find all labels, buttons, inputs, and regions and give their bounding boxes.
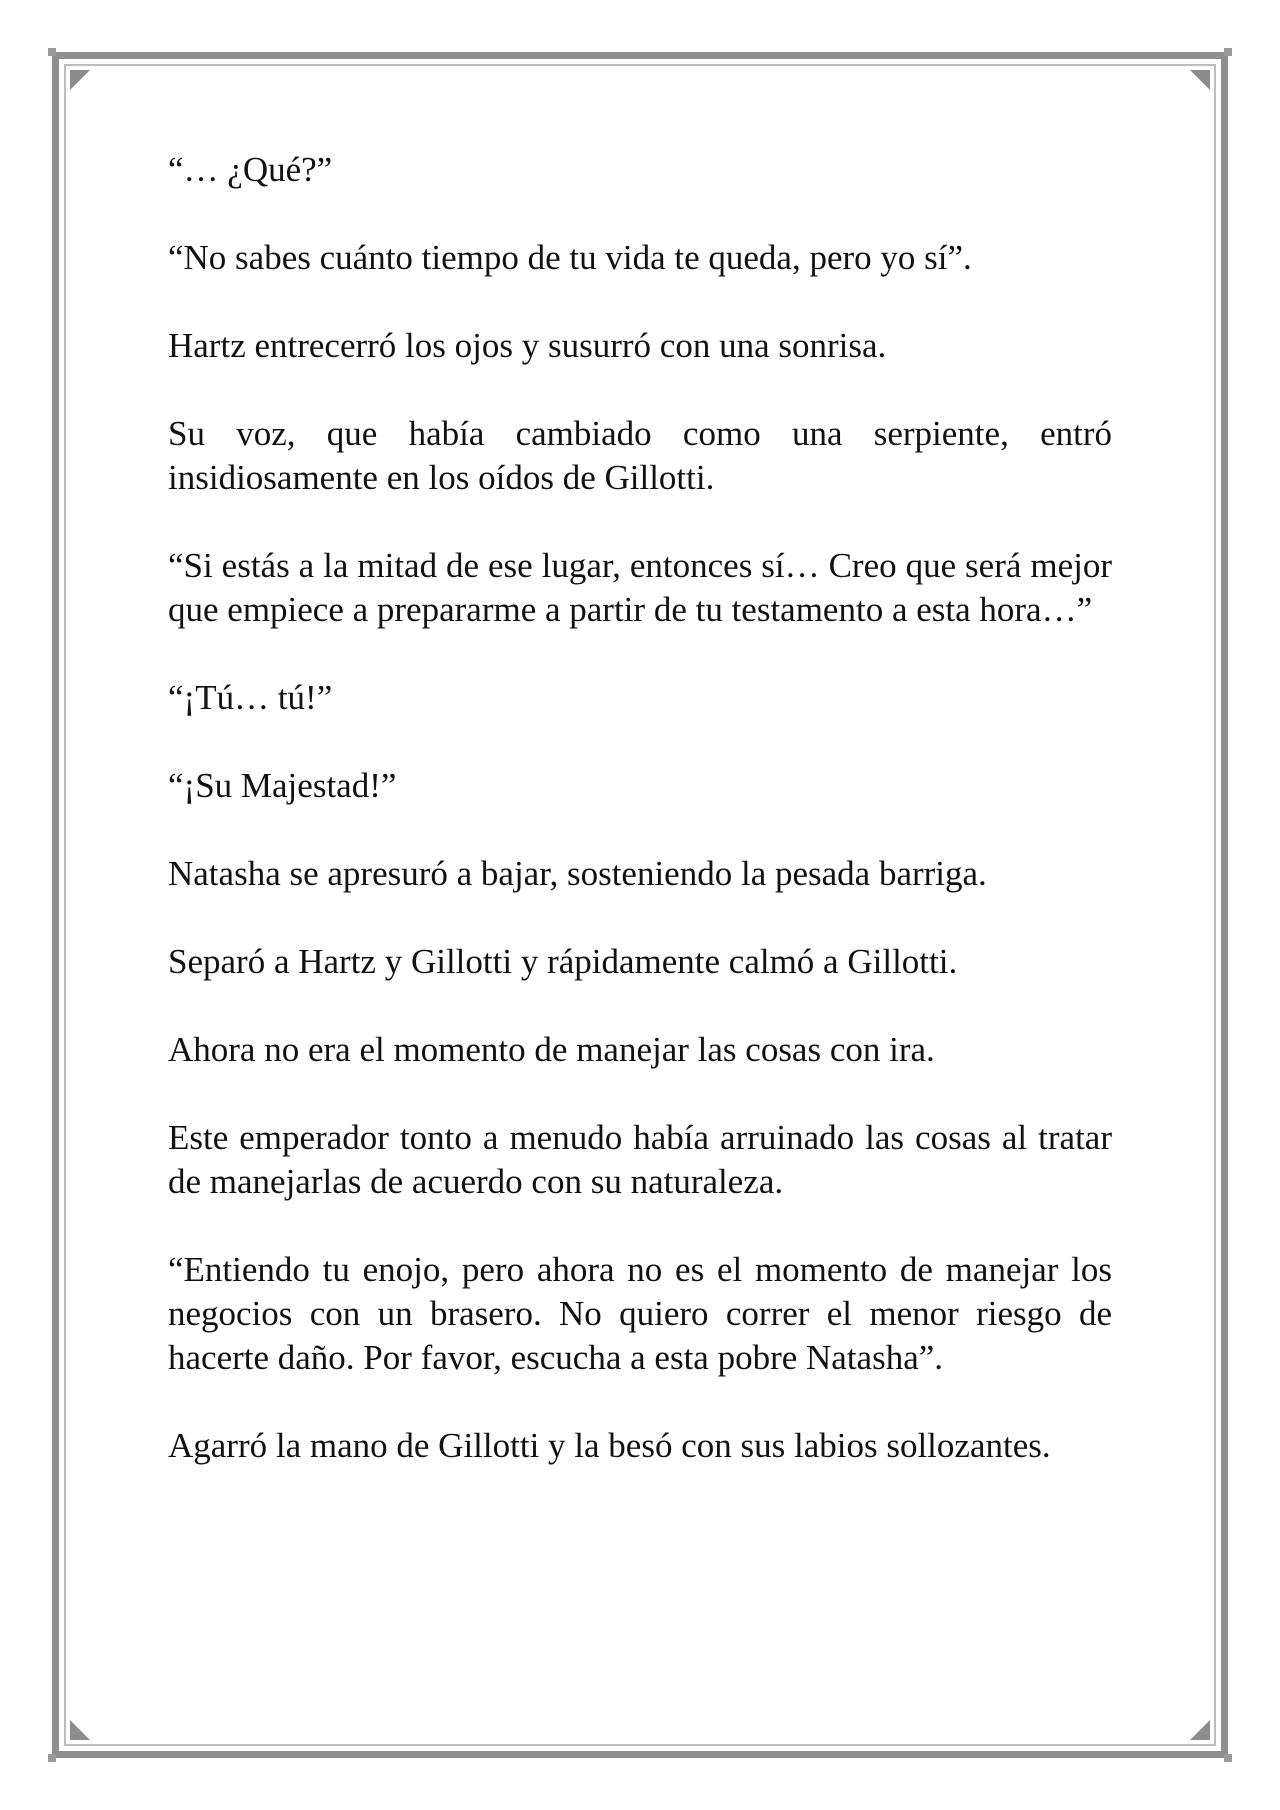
paragraph: Este emperador tonto a menudo había arruinado las cosas al tratar de manejarlas de acuerdo con su naturaleza. — [168, 1118, 1112, 1201]
paragraph: Separó a Hartz y Gillotti y rápidamente calmó a Gillotti. — [168, 942, 958, 981]
story-text — [168, 148, 1112, 1512]
paragraph: “Si estás a la mitad de ese lugar, entonces sí… Creo que será mejor que empiece a prepararme a partir de tu testamento a esta hora…” — [168, 546, 1112, 629]
corner-ornament-top-left — [48, 48, 56, 56]
paragraph: “¡Tú… tú!” — [168, 678, 333, 717]
corner-triangle-bottom-right — [1190, 1720, 1210, 1740]
corner-ornament-bottom-right — [1224, 1754, 1232, 1762]
paragraph: Agarró la mano de Gillotti y la besó con sus labios sollozantes. — [168, 1426, 1051, 1465]
paragraph: “¡Su Majestad!” — [168, 766, 397, 805]
paragraph: Natasha se apresuró a bajar, sosteniendo la pesada barriga. — [168, 854, 987, 893]
paragraph: Su voz, que había cambiado como una serpiente, entró insidiosamente en los oídos de Gillotti. — [168, 414, 1112, 497]
paragraph: Hartz entrecerró los ojos y susurró con una sonrisa. — [168, 326, 887, 365]
corner-triangle-bottom-left — [70, 1720, 90, 1740]
paragraph: “… ¿Qué?” — [168, 150, 333, 189]
corner-triangle-top-right — [1190, 70, 1210, 90]
corner-triangle-top-left — [70, 70, 90, 90]
paragraph: “No sabes cuánto tiempo de tu vida te queda, pero yo sí”. — [168, 238, 972, 277]
corner-ornament-bottom-left — [48, 1754, 56, 1762]
paragraph: Ahora no era el momento de manejar las cosas con ira. — [168, 1030, 935, 1069]
corner-ornament-top-right — [1224, 48, 1232, 56]
paragraph: “Entiendo tu enojo, pero ahora no es el momento de manejar los negocios con un brasero. No quiero correr el menor riesgo de hacerte daño. Por favor, escucha a esta pobre Natasha”. — [168, 1250, 1112, 1377]
